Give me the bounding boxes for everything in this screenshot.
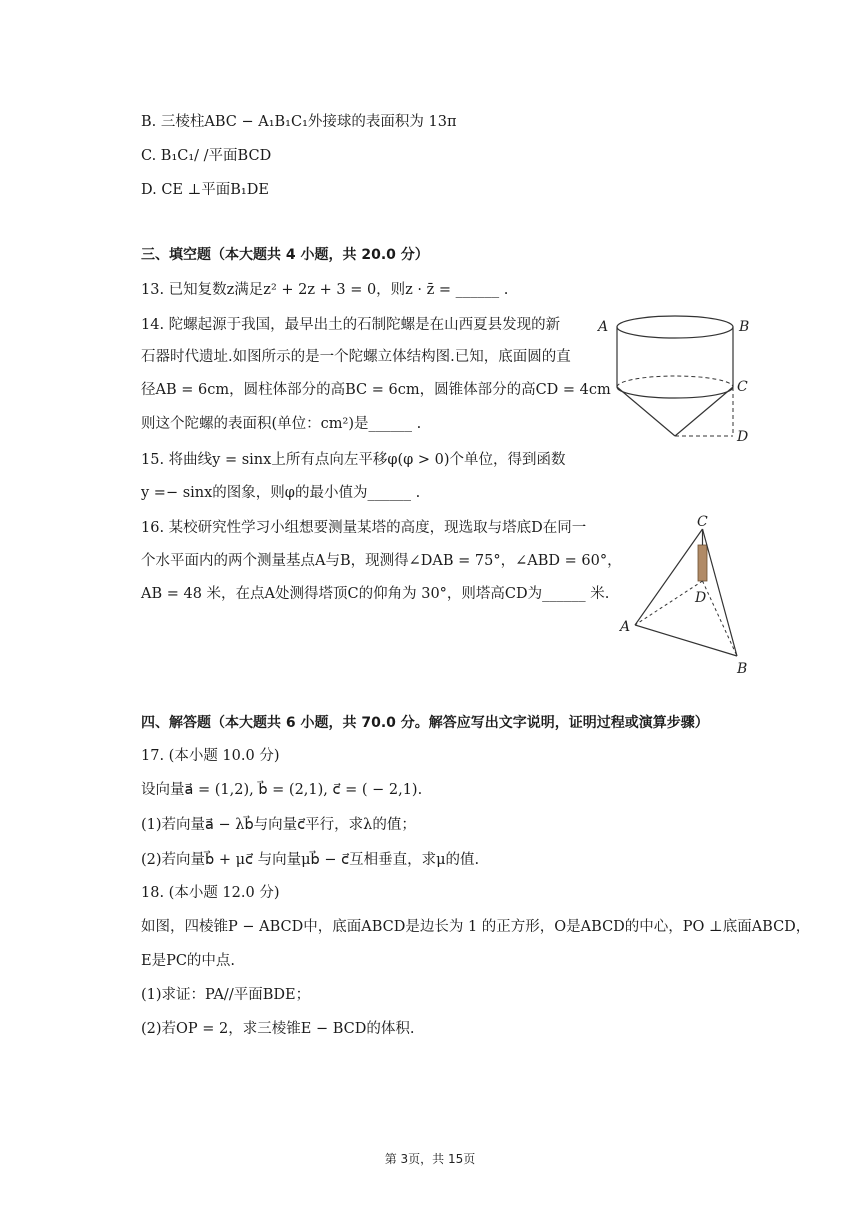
question-13: 13. 已知复数z满足z² + 2z + 3 = 0，则z · z̄ = ______ . [141,282,509,298]
option-d: D. CE ⊥平面B₁DE [141,182,269,198]
question-15-line-2: y =− sinx的图象，则φ的最小值为______ . [141,485,421,501]
question-18-line-1: 如图，四棱锥P − ABCD中，底面ABCD是边长为 1 的正方形，O是ABCD的中心，PO ⊥底面ABCD， [141,919,811,935]
question-16-line-1: 16. 某校研究性学习小组想要测量某塔的高度，现选取与塔底D在同一 [141,520,587,536]
fig14-label-c: C [737,379,748,395]
fig16-label-c: C [697,514,708,530]
question-17-line-2: (1)若向量a⃗ − λb⃗与向量c⃗平行，求λ的值； [141,817,416,833]
question-18-line-4: (2)若OP = 2，求三棱锥E − BCD的体积. [141,1021,415,1037]
fig14-label-b: B [739,319,750,335]
question-17-line-1: 设向量a⃗ = (1,2), b⃗ = (2,1), c⃗ = ( − 2,1). [141,782,423,798]
question-18-title: 18. (本小题 12.0 分) [141,885,280,901]
question-18-line-3: (1)求证：PA//平面BDE； [141,987,311,1003]
question-14-line-1: 14. 陀螺起源于我国，最早出土的石制陀螺是在山西夏县发现的新 [141,317,561,333]
question-17-title: 17. (本小题 10.0 分) [141,748,280,764]
question-18-line-2: E是PC的中点. [141,953,236,969]
option-b: B. 三棱柱ABC − A₁B₁C₁外接球的表面积为 13π [141,114,457,130]
question-14-line-2: 石器时代遗址.如图所示的是一个陀螺立体结构图.已知，底面圆的直 [141,349,571,365]
fig14-label-a: A [598,319,609,335]
question-15-line-1: 15. 将曲线y = sinx上所有点向左平移φ(φ > 0)个单位，得到函数 [141,452,566,468]
question-14-line-4: 则这个陀螺的表面积(单位：cm²)是______ . [141,416,422,432]
question-17-line-3: (2)若向量b⃗ + μc⃗ 与向量μb⃗ − c⃗互相垂直，求μ的值. [141,852,480,868]
question-14-line-3: 径AB = 6cm，圆柱体部分的高BC = 6cm，圆锥体部分的高CD = 4cm [141,382,611,398]
fig16-label-a: A [620,619,631,635]
page-footer: 第 3页，共 15页 [384,1152,476,1166]
question-16-line-2: 个水平面内的两个测量基点A与B，现测得∠DAB = 75°，∠ABD = 60°， [141,553,622,569]
figure-14-spinning-top [590,310,760,450]
section-4-heading: 四、解答题（本大题共 6 小题，共 70.0 分。解答应写出文字说明，证明过程或演算步骤） [141,715,709,731]
option-c: C. B₁C₁/ /平面BCD [141,148,272,164]
figure-16-tower [615,513,765,678]
fig16-label-b: B [737,661,748,677]
section-3-heading: 三、填空题（本大题共 4 小题，共 20.0 分） [141,247,429,263]
question-16-line-3: AB = 48 米，在点A处测得塔顶C的仰角为 30°，则塔高CD为______ 米. [141,586,610,602]
fig14-label-d: D [737,429,749,445]
fig16-label-d: D [695,590,707,606]
